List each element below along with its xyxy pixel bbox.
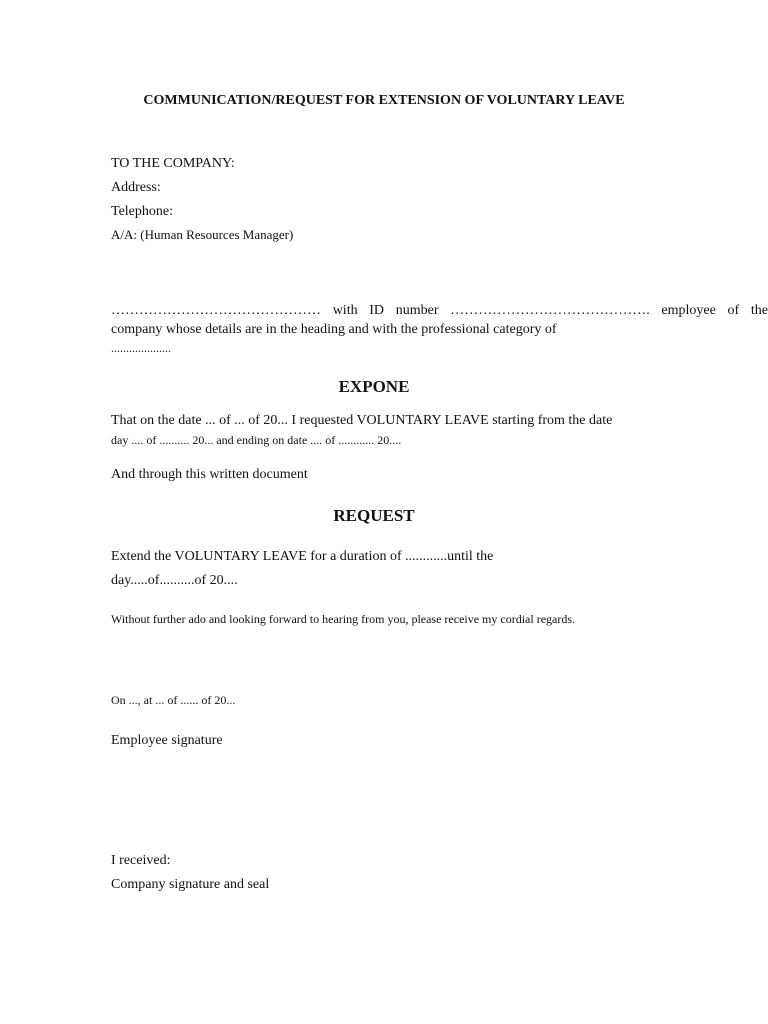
employee-word: employee	[661, 303, 716, 318]
document-title: COMMUNICATION/REQUEST FOR EXTENSION OF VOLUNTARY LEAVE	[143, 93, 625, 108]
id-blank: …………………………………….	[450, 303, 650, 318]
expone-line-2: day .... of .......... 20... and ending on date .... of ............ 20....	[111, 433, 402, 447]
closing-line: Without further ado and looking forward to hearing from you, please receive my cordial regards.	[111, 612, 576, 626]
expone-line-3: And through this written document	[111, 467, 308, 482]
received-label: I received:	[111, 853, 171, 868]
recipient-address: Address:	[111, 180, 161, 195]
of-word: of	[727, 303, 740, 318]
recipient-telephone: Telephone:	[111, 204, 173, 219]
employee-signature-label: Employee signature	[111, 733, 223, 748]
id-word: ID	[369, 303, 385, 318]
name-blank: ………………………………………	[111, 303, 321, 318]
expone-heading: EXPONE	[338, 377, 410, 396]
intro-line-2: company whose details are in the heading and with the professional category of	[111, 322, 557, 337]
company-signature-label: Company signature and seal	[111, 877, 270, 892]
request-line-1: Extend the VOLUNTARY LEAVE for a duration of ............until the	[111, 549, 494, 564]
request-line-2: day.....of..........of 20....	[111, 573, 238, 588]
date-line: On ..., at ... of ...... of 20...	[111, 693, 236, 707]
recipient-to: TO THE COMPANY:	[111, 156, 235, 171]
number-word: number	[395, 303, 439, 318]
with-word: with	[332, 303, 358, 318]
the-word: the	[750, 303, 768, 318]
expone-line-1: That on the date ... of ... of 20... I requested VOLUNTARY LEAVE starting from the date	[111, 413, 613, 428]
intro-line-3: ....................	[111, 341, 171, 355]
recipient-attention: A/A: (Human Resources Manager)	[111, 227, 294, 242]
request-heading: REQUEST	[333, 506, 415, 525]
intro-line-1	[111, 303, 768, 319]
